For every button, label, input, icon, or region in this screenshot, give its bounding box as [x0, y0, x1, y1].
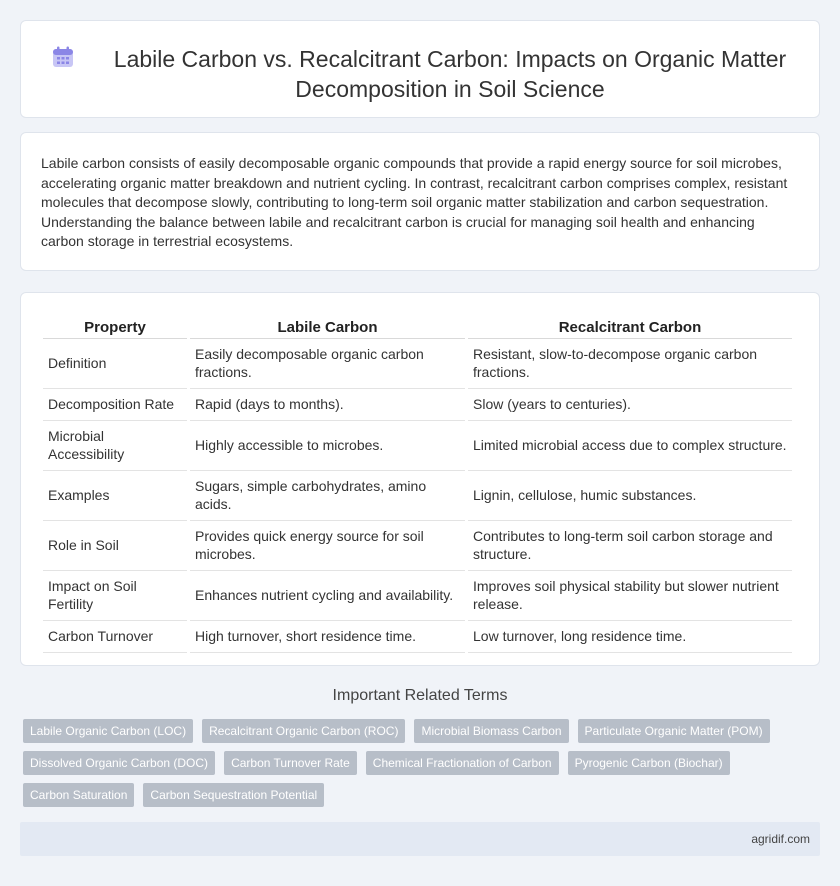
- related-term-tag[interactable]: Carbon Sequestration Potential: [143, 783, 324, 807]
- table-cell: Highly accessible to microbes.: [190, 421, 465, 471]
- table-cell: Definition: [43, 339, 187, 389]
- table-cell: Limited microbial access due to complex structure.: [468, 421, 792, 471]
- table-cell: Low turnover, long residence time.: [468, 621, 792, 653]
- table-header-row: [43, 311, 792, 339]
- related-term-tag[interactable]: Recalcitrant Organic Carbon (ROC): [202, 719, 405, 743]
- table-cell: Microbial Accessibility: [43, 421, 187, 471]
- table-cell: Role in Soil: [43, 521, 187, 571]
- table-cell: Decomposition Rate: [43, 389, 187, 421]
- table-cell: Contributes to long-term soil carbon storage and structure.: [468, 521, 792, 571]
- table-cell: Slow (years to centuries).: [468, 389, 792, 421]
- table-cell: Resistant, slow-to-decompose organic carbon fractions.: [468, 339, 792, 389]
- title-card: [20, 20, 820, 118]
- table-cell: High turnover, short residence time.: [190, 621, 465, 653]
- column-header-labile: Labile Carbon: [190, 311, 465, 339]
- table-cell: Enhances nutrient cycling and availability.: [190, 571, 465, 621]
- page-title: Labile Carbon vs. Recalcitrant Carbon: Impacts on Organic Matter Decomposition in Soil Science: [113, 46, 787, 102]
- table-row: [43, 389, 792, 421]
- column-header-property: Property: [43, 311, 187, 339]
- table-row: [43, 471, 792, 521]
- table-cell: Carbon Turnover: [43, 621, 187, 653]
- comparison-table-card: [20, 292, 820, 666]
- related-term-tag[interactable]: Dissolved Organic Carbon (DOC): [23, 751, 215, 775]
- table-row: [43, 339, 792, 389]
- table-row: [43, 571, 792, 621]
- related-term-tag[interactable]: Particulate Organic Matter (POM): [578, 719, 770, 743]
- related-terms-heading: Important Related Terms: [332, 687, 508, 704]
- related-term-tag[interactable]: Microbial Biomass Carbon: [414, 719, 568, 743]
- related-term-tag[interactable]: Pyrogenic Carbon (Biochar): [568, 751, 730, 775]
- summary-card: [20, 132, 820, 271]
- related-term-tag[interactable]: Labile Organic Carbon (LOC): [23, 719, 193, 743]
- calendar-icon: [52, 46, 74, 68]
- related-term-tag[interactable]: Carbon Saturation: [23, 783, 134, 807]
- column-header-recalcitrant: Recalcitrant Carbon: [468, 311, 792, 339]
- comparison-table: [40, 311, 795, 653]
- related-term-tag[interactable]: Chemical Fractionation of Carbon: [366, 751, 559, 775]
- table-cell: Provides quick energy source for soil microbes.: [190, 521, 465, 571]
- footer: [20, 822, 820, 856]
- related-terms-list: [23, 719, 813, 807]
- table-cell: Lignin, cellulose, humic substances.: [468, 471, 792, 521]
- table-row: [43, 521, 792, 571]
- table-cell: Examples: [43, 471, 187, 521]
- table-cell: Easily decomposable organic carbon fractions.: [190, 339, 465, 389]
- footer-site-link[interactable]: agridif.com: [751, 832, 810, 846]
- table-cell: Rapid (days to months).: [190, 389, 465, 421]
- table-cell: Sugars, simple carbohydrates, amino acids.: [190, 471, 465, 521]
- summary-text: Labile carbon consists of easily decomposable organic compounds that provide a rapid energy source for soil microbes, accelerating organic matter breakdown and nutrient cycling. In contrast, recalcitrant carbon comprises complex, resistant molecules that decompose slowly, contributing to long-term soil organic matter stabilization and carbon sequestration. Understanding the balance between labile and recalcitrant carbon is crucial for managing soil health and enhancing carbon storage in terrestrial ecosystems.: [41, 155, 788, 249]
- table-row: [43, 421, 792, 471]
- table-cell: Improves soil physical stability but slower nutrient release.: [468, 571, 792, 621]
- table-row: [43, 621, 792, 653]
- related-term-tag[interactable]: Carbon Turnover Rate: [224, 751, 357, 775]
- table-cell: Impact on Soil Fertility: [43, 571, 187, 621]
